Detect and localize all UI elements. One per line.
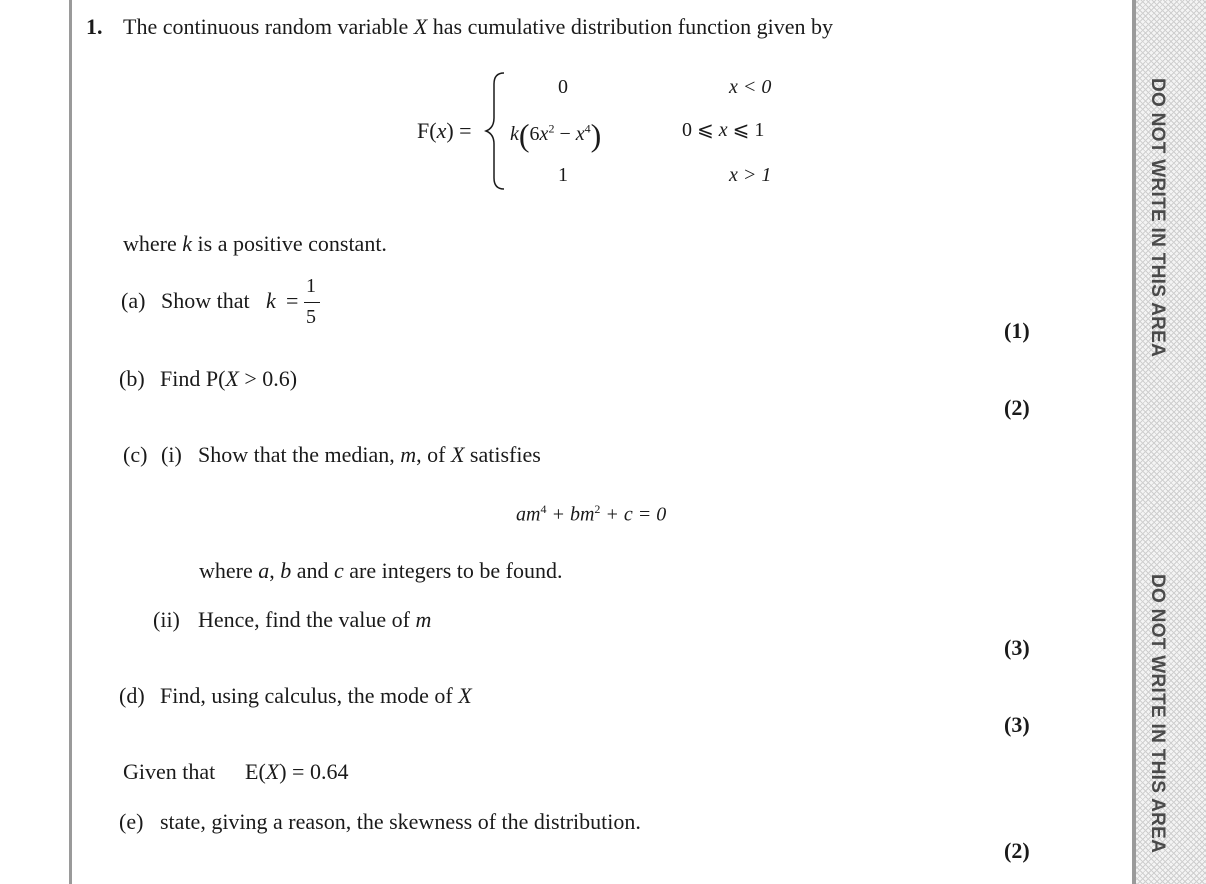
median-equation: $am^4 + bm^2 + c = 0$ [516, 502, 667, 526]
part-d-text: Find, using calculus, the mode of X [160, 683, 472, 708]
question-intro: The continuous random variable X has cumulative distribution function given by [123, 14, 833, 39]
part-e-text: state, giving a reason, the skewness of the distribution. [160, 809, 641, 834]
fraction-denominator: 5 [306, 306, 316, 328]
margin-warning-bottom: DO NOT WRITE IN THIS AREA [1147, 574, 1168, 854]
fraction-bar [304, 302, 320, 303]
part-a-marks: (1) [1004, 318, 1030, 343]
margin-warning-top: DO NOT WRITE IN THIS AREA [1147, 78, 1168, 358]
part-a-k: k [266, 288, 276, 313]
part-e-label: (e) [119, 809, 144, 834]
piecewise-brace [484, 70, 510, 192]
cdf-lhs: F(x) = [417, 118, 472, 143]
given-expectation: E(X) = 0.64 [245, 759, 349, 784]
where-k-text: where k is a positive constant. [123, 231, 387, 256]
part-c-where: where a, b and c are integers to be found. [199, 558, 563, 583]
cdf-row1-expr: 0 [558, 76, 568, 98]
cdf-row1-cond: x < 0 [729, 76, 772, 98]
part-c-marks: (3) [1004, 635, 1030, 660]
part-b-text: Find P(X > 0.6) [160, 366, 298, 391]
part-c-ii-text: Hence, find the value of m [198, 607, 432, 632]
part-d-label: (d) [119, 683, 145, 708]
fraction-one-fifth [304, 276, 320, 328]
part-b-marks: (2) [1004, 395, 1030, 420]
part-c-i-label: (i) [161, 442, 182, 467]
part-a-eq: = [286, 288, 299, 313]
fraction-numerator: 1 [306, 275, 316, 297]
part-c-i-text: Show that the median, m, of X satisfies [198, 442, 541, 467]
part-e-marks: (2) [1004, 838, 1030, 863]
part-c-label: (c) [123, 442, 148, 467]
left-margin-rule [69, 0, 72, 884]
cdf-row3-expr: 1 [558, 164, 568, 186]
part-a-label: (a) [121, 288, 146, 313]
part-a-text: Show that [161, 288, 250, 313]
cdf-row3-cond: x > 1 [729, 164, 772, 186]
part-d-marks: (3) [1004, 712, 1030, 737]
given-text: Given that [123, 759, 216, 784]
cdf-row2-expr: $k(6x^2 - x^4)$ [510, 117, 602, 153]
cdf-row2-cond: 0 ⩽ x ⩽ 1 [682, 119, 765, 141]
question-number: 1. [86, 14, 103, 39]
part-c-ii-label: (ii) [153, 607, 180, 632]
part-b-label: (b) [119, 366, 145, 391]
